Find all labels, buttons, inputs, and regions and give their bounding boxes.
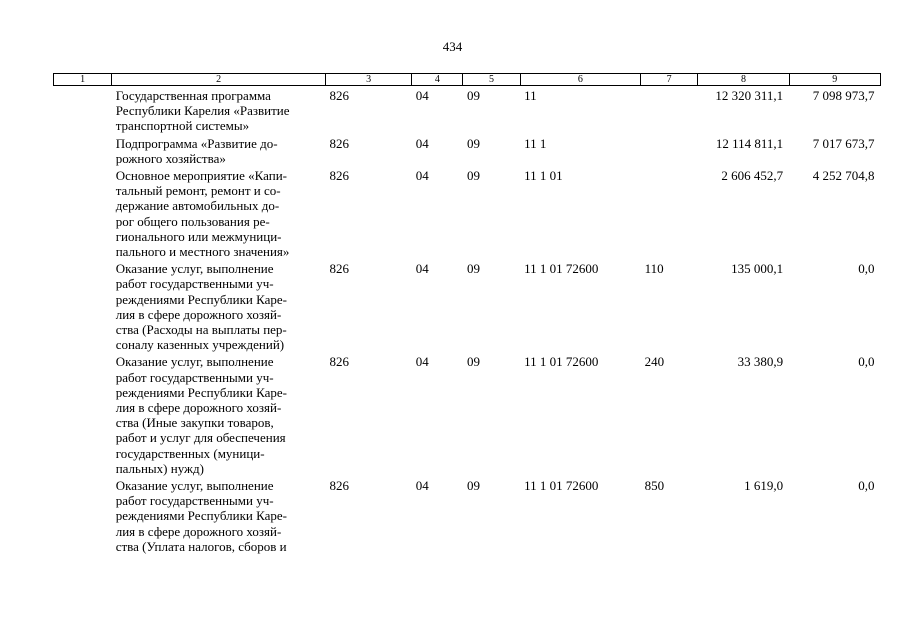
column-number: 5 <box>463 74 520 86</box>
amount-year-2: 0,0 <box>858 261 875 277</box>
amount-year-1: 33 380,9 <box>737 354 784 370</box>
column-number: 8 <box>698 74 789 86</box>
amount-year-2: 7 098 973,7 <box>812 88 875 103</box>
amount-year-2: 7 017 673,7 <box>812 135 875 151</box>
amount-year-1: 135 000,1 <box>731 261 784 277</box>
blank-cell <box>54 476 112 554</box>
blank-cell <box>54 259 112 352</box>
target-article-code: 11 1 01 72600 <box>524 354 599 370</box>
row-name: Оказание услуг, выполнение работ государственными уч- реждениями Республики Каре- лия в сфере дорожного хозяй- ства (Иные закупки товаров, работ и услуг для обеспечения государственных (муници- пальных) нужд) <box>115 354 288 476</box>
row-name: Подпрограмма «Развитие до- рожного хозяйства» <box>115 135 278 166</box>
ministry-code: 826 <box>329 168 349 184</box>
amount-year-1: 12 320 311,1 <box>715 88 784 103</box>
expense-type-code <box>641 166 698 259</box>
row-name: Основное мероприятие «Капи- тальный ремонт, ремонт и со- держание автомобильных до- рог общего пользования ре- гионального или межмуници- пального и местного значения» <box>115 168 290 260</box>
ministry-code: 826 <box>329 478 349 494</box>
budget-table <box>53 73 881 554</box>
table-row <box>54 259 881 352</box>
row-name: Оказание услуг, выполнение работ государственными уч- реждениями Республики Каре- лия в сфере дорожного хозяй- ства (Расходы на выплаты пер- соналу казенных учреждений) <box>115 261 288 353</box>
section-code: 04 <box>415 261 429 277</box>
blank-cell <box>54 166 112 259</box>
table-row <box>54 476 881 554</box>
column-number: 4 <box>412 74 463 86</box>
subsection-code: 09 <box>466 135 480 151</box>
expense-type-code: 850 <box>644 478 665 494</box>
expense-type-code <box>641 134 698 166</box>
column-number: 9 <box>789 74 880 86</box>
amount-year-2: 4 252 704,8 <box>812 168 875 184</box>
ministry-code: 826 <box>329 354 349 370</box>
expense-type-code: 240 <box>644 354 665 370</box>
page-number: 434 <box>442 39 463 54</box>
column-number: 7 <box>641 74 698 86</box>
section-code: 04 <box>415 88 429 103</box>
subsection-code: 09 <box>466 354 480 370</box>
target-article-code: 11 1 01 72600 <box>524 261 599 277</box>
target-article-code: 11 1 01 72600 <box>524 478 599 494</box>
subsection-code: 09 <box>466 88 480 103</box>
ministry-code: 826 <box>329 261 349 277</box>
column-number: 6 <box>520 74 640 86</box>
table-body <box>54 86 881 555</box>
amount-year-1: 2 606 452,7 <box>721 168 784 184</box>
subsection-code: 09 <box>466 168 480 184</box>
ministry-code: 826 <box>329 135 349 151</box>
expense-type-code <box>641 86 698 134</box>
blank-cell <box>54 134 112 166</box>
row-name: Государственная программа Республики Карелия «Развитие транспортной системы» <box>115 88 290 134</box>
target-article-code: 11 1 <box>524 135 547 151</box>
target-article-code: 11 1 01 <box>524 168 563 184</box>
ministry-code: 826 <box>329 88 349 103</box>
section-code: 04 <box>415 354 429 370</box>
section-code: 04 <box>415 168 429 184</box>
blank-cell <box>54 352 112 476</box>
subsection-code: 09 <box>466 478 480 494</box>
section-code: 04 <box>415 478 429 494</box>
blank-cell <box>54 86 112 134</box>
amount-year-1: 12 114 811,1 <box>715 135 784 151</box>
expense-type-code: 110 <box>644 261 664 277</box>
amount-year-2: 0,0 <box>858 354 875 370</box>
column-number: 3 <box>325 74 411 86</box>
table-row <box>54 352 881 476</box>
amount-year-2: 0,0 <box>858 478 875 494</box>
table-row <box>54 134 881 166</box>
table-row <box>54 166 881 259</box>
table-row <box>54 86 881 134</box>
column-number-row <box>54 74 881 86</box>
target-article-code: 11 <box>524 88 537 103</box>
amount-year-1: 1 619,0 <box>744 478 784 494</box>
column-number: 1 <box>54 74 112 86</box>
subsection-code: 09 <box>466 261 480 277</box>
row-name: Оказание услуг, выполнение работ государственными уч- реждениями Республики Каре- лия в сфере дорожного хозяй- ства (Уплата налогов, сборов и <box>115 478 288 554</box>
column-number: 2 <box>112 74 326 86</box>
section-code: 04 <box>415 135 429 151</box>
